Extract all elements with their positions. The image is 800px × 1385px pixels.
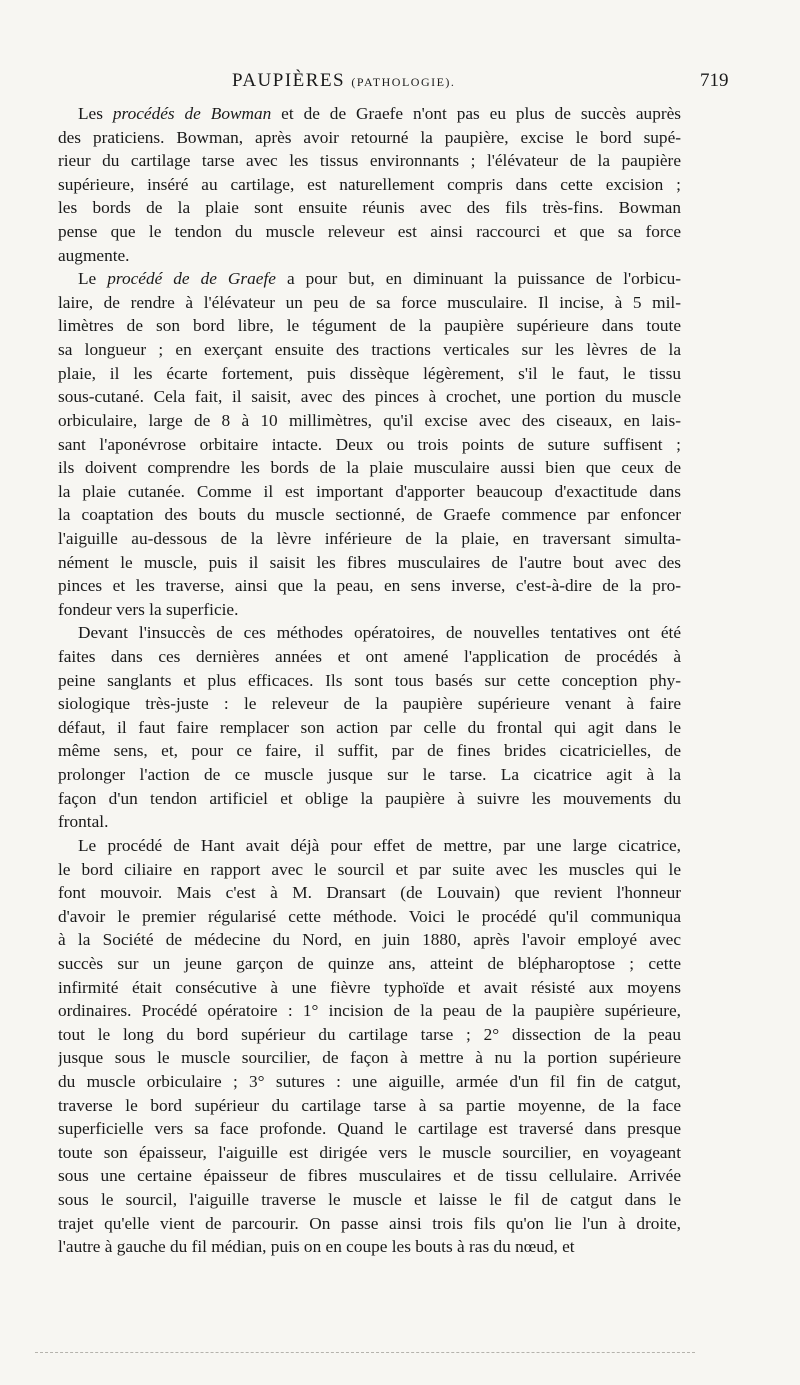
text-line: laire, de rendre à l'élévateur un peu de sa force musculaire. Il incise, à 5 mil- — [58, 292, 681, 312]
text-line: l'autre à gauche du fil médian, puis on en coupe les bouts à ras du nœud, et — [58, 1237, 575, 1257]
text-line: sous une certaine épaisseur de fibres musculaires et de tissu cellulaire. Arrivée — [58, 1166, 681, 1186]
text-line: Le procédé de Hant avait déjà pour effet de mettre, par une large cicatrice, — [78, 835, 681, 855]
text-line: font mouvoir. Mais c'est à M. Dransart (de Louvain) que revient l'honneur — [58, 883, 681, 903]
text-line: la coaptation des bouts du muscle sectionné, de Graefe commence par enfoncer — [58, 505, 681, 525]
text-line: défaut, il faut faire remplacer son action par celle du frontal qui agit dans le — [58, 717, 681, 737]
text-line: infirmité était consécutive à une fièvre typhoïde et avait résisté aux moyens — [58, 977, 681, 997]
title-sub: (PATHOLOGIE). — [351, 75, 456, 89]
paragraph — [58, 621, 681, 833]
text-line: augmente. — [58, 245, 130, 265]
text-line: ordinaires. Procédé opératoire : 1° incision de la peau de la paupière supérieure, — [58, 1001, 681, 1021]
page-number: 719 — [700, 70, 729, 91]
text-line: les bords de la plaie sont ensuite réunis avec des fils très-fins. Bowman — [58, 198, 681, 218]
text-line: l'aiguille au-dessous de la lèvre inférieure de la plaie, en traversant simulta- — [58, 528, 681, 548]
text-line: nément le muscle, puis il saisit les fibres musculaires de l'autre bout avec des — [58, 552, 681, 572]
text-line: Les procédés de Bowman et de de Graefe n'ont pas eu plus de succès auprès — [78, 104, 681, 123]
running-title — [232, 70, 455, 92]
running-header — [0, 70, 800, 100]
text-line: plaie, il les écarte fortement, puis dissèque légèrement, s'il le faut, le tissu — [58, 363, 681, 383]
text-line: sa longueur ; en exerçant ensuite des tractions verticales sur les lèvres de la — [58, 340, 681, 360]
text-line: trajet qu'elle vient de parcourir. On passe ainsi trois fils qu'on lie l'un à droite, — [58, 1213, 681, 1233]
text-line: pinces et les traverse, ainsi que la peau, en sens inverse, c'est-à-dire de la pro- — [58, 576, 681, 596]
title-main: PAUPIÈRES — [232, 70, 346, 91]
paragraph — [58, 267, 681, 621]
text-line: sant l'aponévrose orbitaire intacte. Deux ou trois points de suture suffisent ; — [58, 434, 681, 454]
text-line: succès sur un jeune garçon de quinze ans, atteint de blépharoptose ; cette — [58, 953, 681, 973]
text-line: le bord ciliaire en rapport avec le sourcil et par suite avec les muscles qui le — [58, 859, 681, 879]
text-line: peine sanglants et plus efficaces. Ils sont tous basés sur cette conception phy- — [58, 670, 681, 690]
text-line: rieur du cartilage tarse avec les tissus environnants ; l'élévateur de la paupière — [58, 151, 681, 171]
text-line: prolonger l'action de ce muscle jusque sur le tarse. La cicatrice agit à la — [58, 765, 681, 785]
text-line: jusque sous le muscle sourcilier, de façon à mettre à nu la portion supérieure — [58, 1048, 681, 1068]
text-line: sous-cutané. Cela fait, il saisit, avec des pinces à crochet, une portion du muscle — [58, 387, 681, 407]
text-line: toute son épaisseur, l'aiguille est dirigée vers le muscle sourcilier, en voyageant — [58, 1142, 681, 1162]
text-line: Le procédé de de Graefe a pour but, en diminuant la puissance de l'orbicu- — [78, 269, 681, 289]
text-line: orbiculaire, large de 8 à 10 millimètres, qu'il excise avec des ciseaux, en lais- — [58, 410, 681, 430]
text-line: traverse le bord supérieur du cartilage tarse à sa partie moyenne, de la face — [58, 1095, 681, 1115]
text-line: façon d'un tendon artificiel et oblige la paupière à suivre les mouvements du — [58, 788, 681, 808]
footer-rule — [35, 1352, 695, 1353]
text-line: ils doivent comprendre les bords de la plaie musculaire aussi bien que ceux de — [58, 458, 681, 478]
text-line: fondeur vers la superficie. — [58, 599, 239, 619]
text-line: superficielle vers sa face profonde. Quand le cartilage est traversé dans presque — [58, 1119, 681, 1139]
text-line: faites dans ces dernières années et ont amené l'application de procédés à — [58, 647, 681, 667]
text-line: frontal. — [58, 812, 109, 832]
text-line: tout le long du bord supérieur du cartilage tarse ; 2° dissection de la peau — [58, 1024, 681, 1044]
text-line: la plaie cutanée. Comme il est important d'apporter beaucoup d'exactitude dans — [58, 481, 681, 501]
text-line: des praticiens. Bowman, après avoir retourné la paupière, excise le bord supé- — [58, 127, 681, 147]
text-line: siologique très-juste : le releveur de la paupière supérieure venant à faire — [58, 694, 681, 714]
body-text — [58, 102, 681, 1259]
text-line: limètres de son bord libre, le tégument de la paupière supérieure dans toute — [58, 316, 681, 336]
text-line: à la Société de médecine du Nord, en juin 1880, après l'avoir employé avec — [58, 930, 681, 950]
text-line: Devant l'insuccès de ces méthodes opératoires, de nouvelles tentatives ont été — [78, 623, 681, 643]
text-line: d'avoir le premier régularisé cette méthode. Voici le procédé qu'il communiqua — [58, 906, 681, 926]
text-line: du muscle orbiculaire ; 3° sutures : une aiguille, armée d'un fil fin de catgut, — [58, 1071, 681, 1091]
text-line: pense que le tendon du muscle releveur est ainsi raccourci et que sa force — [58, 222, 681, 242]
text-line: supérieure, inséré au cartilage, est naturellement compris dans cette excision ; — [58, 174, 681, 194]
paragraph — [58, 834, 681, 1259]
text-line: sous le sourcil, l'aiguille traverse le muscle et laisse le fil de catgut dans le — [58, 1190, 681, 1210]
text-line: même sens, et, pour ce faire, il suffit, par de fines brides cicatricielles, de — [58, 741, 681, 761]
paragraph — [58, 102, 681, 267]
